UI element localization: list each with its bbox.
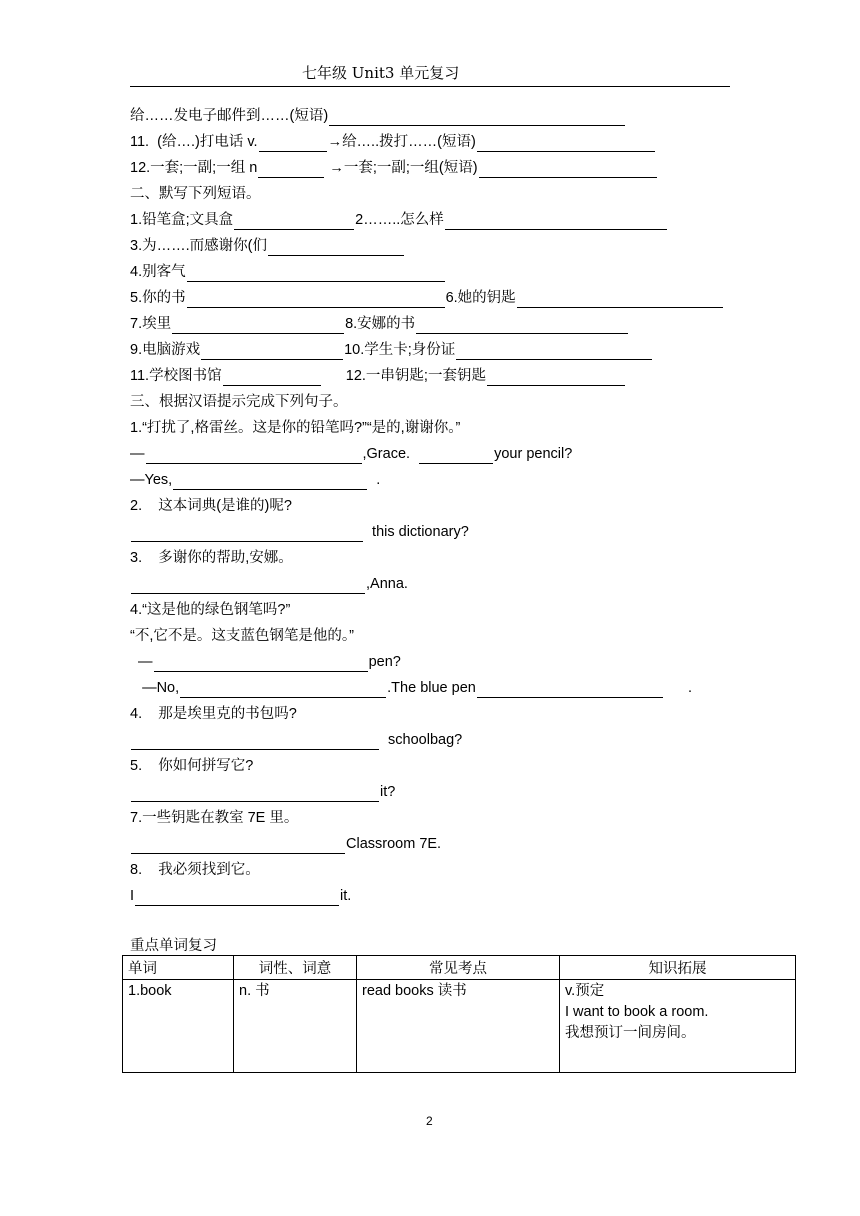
line-text: 7.一些钥匙在教室 7E 里。 [130, 810, 299, 826]
line-text: — [130, 446, 145, 462]
line-text: “不,它不是。这支蓝色钢笔是他的。” [130, 628, 354, 644]
answer-blank[interactable] [187, 265, 445, 282]
line-text: →给…..拨打……(短语) [327, 134, 476, 150]
line-email [130, 106, 626, 126]
line-text: 3. 多谢你的帮助,安娜。 [130, 550, 293, 566]
line-text: pen? [368, 654, 401, 670]
line-s1a [130, 444, 572, 464]
line-s2a [130, 522, 469, 542]
line-s3 [130, 548, 293, 568]
answer-blank[interactable] [479, 161, 657, 178]
line-text: —Yes, [130, 472, 173, 488]
line-s4d [130, 678, 692, 698]
vocab-table [122, 955, 796, 1073]
answer-blank[interactable] [419, 447, 493, 464]
line-text: schoolbag? [380, 732, 463, 748]
answer-blank[interactable] [268, 239, 404, 256]
line-text: 10.学生卡;身份证 [344, 342, 456, 358]
answer-blank[interactable] [259, 135, 327, 152]
answer-blank[interactable] [131, 525, 363, 542]
line-text: 12.一套;一副;一组 n [130, 160, 258, 176]
line-text: 给……发电子邮件到……(短语) [130, 108, 329, 124]
line-text: 5.你的书 [130, 290, 186, 306]
cell-key-point: read books 读书 [357, 980, 560, 1073]
extension-line: v.预定 [565, 983, 605, 999]
line-text: 9.电脑游戏 [130, 342, 201, 358]
line-s8 [130, 860, 260, 880]
answer-blank[interactable] [445, 213, 667, 230]
line-s7a [130, 834, 441, 854]
line-text: 4.别客气 [130, 264, 186, 280]
line-s6a [130, 782, 395, 802]
line-text: 8.安娜的书 [345, 316, 416, 332]
cell-pos-meaning: n. 书 [234, 980, 357, 1073]
line-p3 [130, 236, 405, 256]
table-header-row [123, 956, 796, 980]
line-text: . [368, 472, 381, 488]
line-text: →一套;一副;一组(短语) [325, 160, 478, 176]
line-p11 [130, 366, 626, 386]
header-key-point: 常见考点 [357, 956, 560, 980]
line-s2 [130, 496, 292, 516]
line-p5 [130, 288, 724, 308]
line-text: your pencil? [494, 446, 573, 462]
answer-blank[interactable] [477, 135, 655, 152]
line-text: I [130, 888, 135, 904]
line-p9 [130, 340, 653, 360]
answer-blank[interactable] [517, 291, 723, 308]
line-text: 2. 这本词典(是谁的)呢? [130, 498, 292, 514]
line-s4 [130, 600, 290, 620]
line-text: 5. 你如何拼写它? [130, 758, 254, 774]
line-s8a [130, 886, 351, 906]
header-title: 七年级 Unit3 单元复习 [302, 64, 460, 82]
page-header [130, 62, 730, 87]
answer-blank[interactable] [187, 291, 445, 308]
line-text: ,Anna. [366, 576, 408, 592]
line-s4b [130, 626, 354, 646]
answer-blank[interactable] [234, 213, 354, 230]
line-text: this dictionary? [364, 524, 469, 540]
line-s3a [130, 574, 408, 594]
answer-blank[interactable] [201, 343, 343, 360]
line-text: 4.“这是他的绿色钢笔吗?” [130, 602, 291, 618]
line-text: it? [380, 784, 396, 800]
line-text: it. [340, 888, 352, 904]
line-p4 [130, 262, 446, 282]
line-text: — [130, 654, 153, 670]
line-text: 8. 我必须找到它。 [130, 862, 260, 878]
answer-blank[interactable] [154, 655, 368, 672]
line-text: 1.“打扰了,格雷丝。这是你的铅笔吗?”“是的,谢谢你。” [130, 420, 461, 436]
line-text: ,Grace. [362, 446, 419, 462]
line-text: 3.为…….而感谢你(们 [130, 238, 267, 254]
section-2 [130, 184, 261, 204]
line-text: 11. (给….)打电话 v. [130, 134, 258, 150]
line-p7 [130, 314, 629, 334]
line-text: 6.她的钥匙 [445, 290, 516, 306]
line-12 [130, 158, 658, 178]
line-text: 二、默写下列短语。 [130, 186, 261, 202]
answer-blank[interactable] [329, 109, 625, 126]
line-text: 7.埃里 [130, 316, 172, 332]
answer-blank[interactable] [416, 317, 628, 334]
line-11 [130, 132, 656, 152]
line-text: .The blue pen [387, 680, 476, 696]
table-title: 重点单词复习 [130, 938, 217, 954]
line-s5 [130, 704, 297, 724]
section-3 [130, 392, 348, 412]
extension-line: 我想预订一间房间。 [565, 1025, 696, 1041]
line-text: 2……..怎么样 [355, 212, 444, 228]
answer-blank[interactable] [135, 889, 339, 906]
answer-blank[interactable] [456, 343, 652, 360]
cell-word: 1.book [123, 980, 234, 1073]
line-s4c [130, 652, 401, 672]
answer-blank[interactable] [173, 473, 367, 490]
answer-blank[interactable] [146, 447, 362, 464]
header-pos-meaning: 词性、词意 [234, 956, 357, 980]
line-s5a [130, 730, 462, 750]
extension-line: I want to book a room. [565, 1004, 709, 1020]
line-s1b [130, 470, 380, 490]
answer-blank[interactable] [477, 681, 663, 698]
line-p1 [130, 210, 668, 230]
line-text: Classroom 7E. [346, 836, 442, 852]
answer-blank[interactable] [223, 369, 321, 386]
line-s7 [130, 808, 298, 828]
header-word: 单词 [123, 956, 234, 980]
line-text: 三、根据汉语提示完成下列句子。 [130, 394, 348, 410]
answer-blank[interactable] [258, 161, 324, 178]
line-text: 4. 那是埃里克的书包吗? [130, 706, 297, 722]
answer-blank[interactable] [131, 837, 345, 854]
answer-blank[interactable] [131, 733, 379, 750]
answer-blank[interactable] [172, 317, 344, 334]
page-number: 2 [426, 1114, 433, 1128]
line-s1 [130, 418, 460, 438]
cell-extension [560, 980, 796, 1073]
answer-blank[interactable] [180, 681, 386, 698]
table-row [123, 980, 796, 1073]
line-text: 12.一串钥匙;一套钥匙 [321, 368, 486, 384]
answer-blank[interactable] [487, 369, 625, 386]
header-extension: 知识拓展 [560, 956, 796, 980]
line-text: . [663, 680, 693, 696]
answer-blank[interactable] [131, 785, 379, 802]
answer-blank[interactable] [131, 577, 365, 594]
line-s6 [130, 756, 253, 776]
line-text: 11.学校图书馆 [130, 368, 222, 384]
line-text: —No, [130, 680, 180, 696]
line-text: 1.铅笔盒;文具盒 [130, 212, 234, 228]
